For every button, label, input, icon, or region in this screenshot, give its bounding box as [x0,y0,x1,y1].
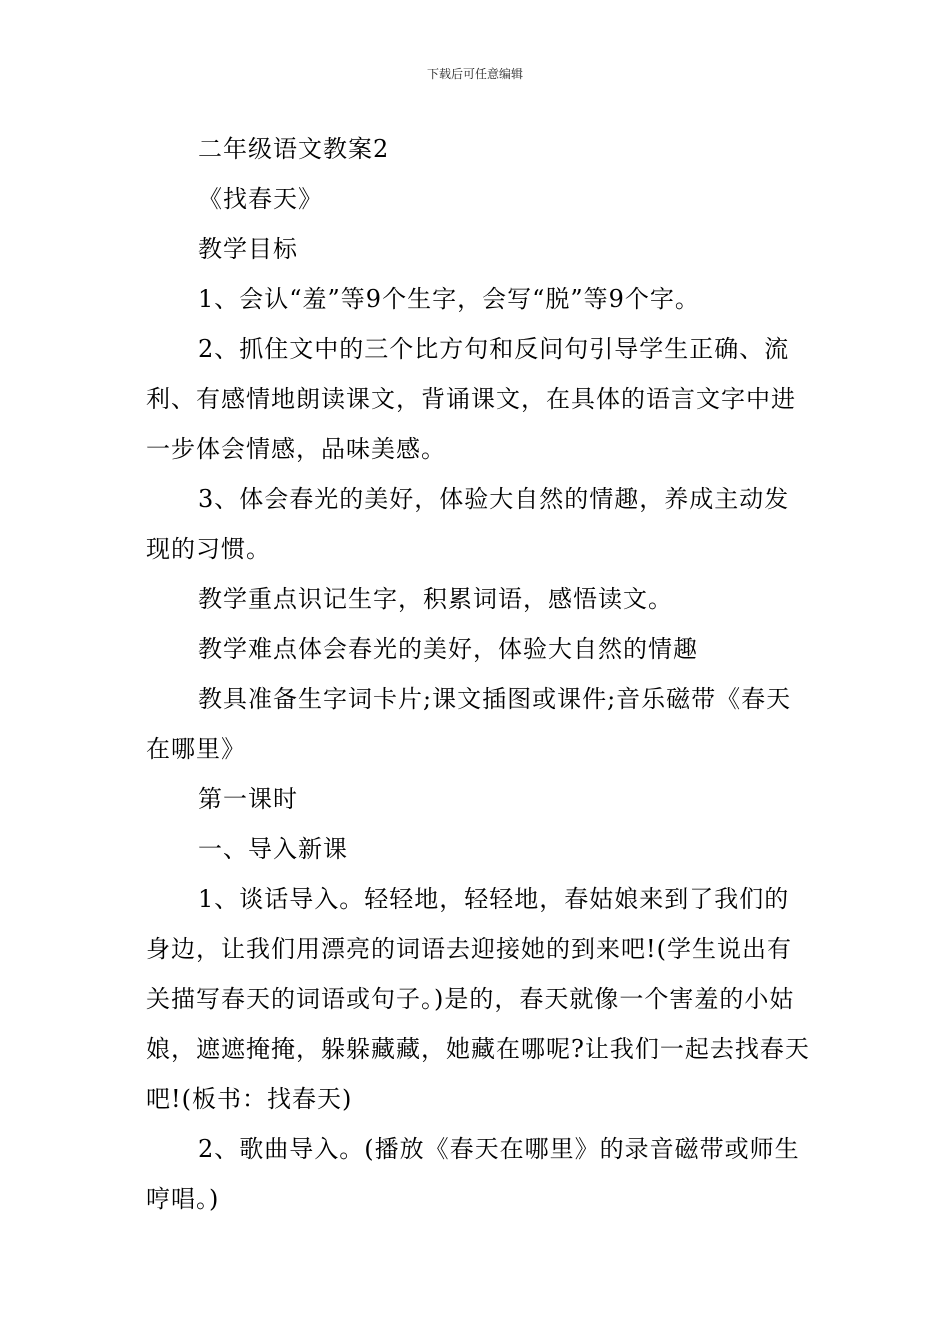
teaching-materials: 教具准备生字词卡片;课文插图或课件;音乐磁带《春天在哪里》 [146,685,792,763]
lesson-title: 二年级语文教案2 [198,135,390,163]
teaching-focus: 教学重点识记生字，积累词语，感悟读文。 [198,585,673,613]
objective-1: 1、会认“羞”等9个生字，会写“脱”等9个字。 [198,285,700,313]
document-body [146,124,810,1224]
page-header-note: 下载后可任意编辑 [426,67,523,81]
first-lesson-heading: 第一课时 [198,785,298,813]
intro-step-2: 2、歌曲导入。(播放《春天在哪里》的录音磁带或师生哼唱。) [146,1135,800,1213]
teaching-difficulty: 教学难点体会春光的美好，体验大自然的情趣 [198,635,698,663]
section-heading-intro: 一、导入新课 [198,835,348,863]
section-heading-objectives: 教学目标 [198,235,298,263]
objective-3: 3、体会春光的美好，体验大自然的情趣，养成主动发现的习惯。 [146,485,790,563]
intro-step-1: 1、谈话导入。轻轻地，轻轻地，春姑娘来到了我们的身边，让我们用漂亮的词语去迎接她的到来吧!(学生说出有关描写春天的词语或句子。)是的，春天就像一个害羞的小姑娘，遮遮掩掩，躲躲藏藏，她藏在哪呢?让我们一起去找春天吧!(板书：找春天) [146,885,810,1113]
text-title: 《找春天》 [198,185,323,213]
objective-2: 2、抓住文中的三个比方句和反问句引导学生正确、流利、有感情地朗读课文，背诵课文，在具体的语言文字中进一步体会情感，品味美感。 [146,335,796,463]
